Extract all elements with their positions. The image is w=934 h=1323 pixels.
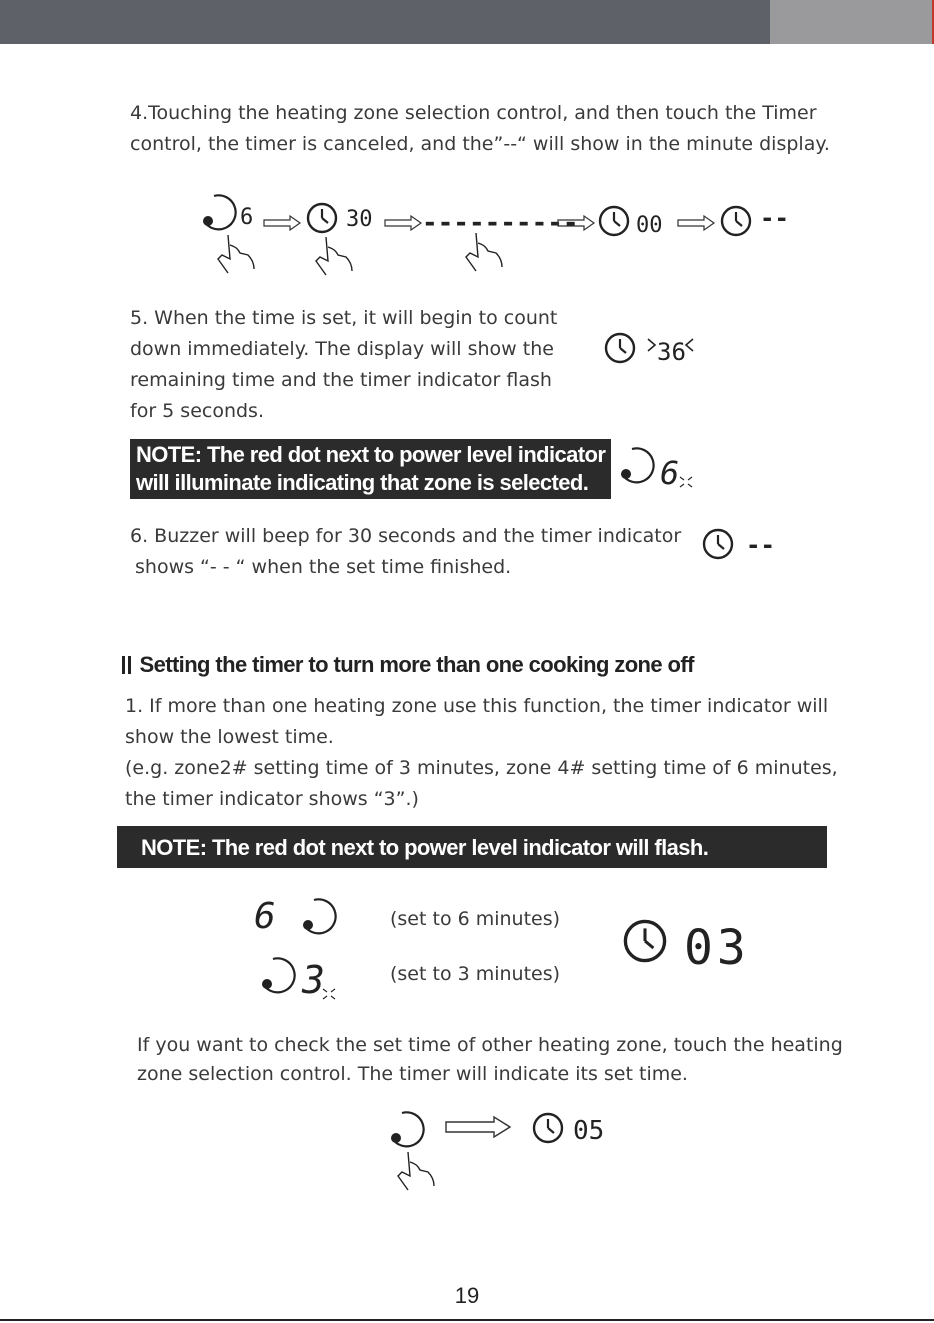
hand-pointer-icon [398, 1152, 434, 1190]
clock-icon [606, 334, 634, 362]
step6-line2: shows “- - “ when the set time finished. [135, 556, 512, 578]
zone-knob-icon [621, 448, 654, 482]
arrow-icon [264, 216, 300, 230]
step5-diagram [606, 334, 693, 366]
clock-icon [534, 1114, 562, 1142]
step4-diagram [203, 195, 789, 275]
zone-knob-icon [262, 958, 295, 992]
note2-text: NOTE: The red dot next to power level indicator will flash. [141, 835, 709, 860]
example-timer-display: 03 [684, 920, 750, 976]
clock-icon [600, 207, 628, 235]
zone-a-caption: (set to 6 minutes) [390, 908, 561, 930]
clock-icon [308, 204, 336, 232]
example-diagram [254, 896, 750, 1002]
section-line2: show the lowest time. [125, 726, 334, 748]
check-line1: If you want to check the set time of other heating zone, touch the heating [137, 1034, 843, 1056]
step6-display: -- [746, 531, 775, 559]
check-line2: zone selection control. The timer will indicate its set time. [137, 1063, 688, 1085]
arrow-icon [678, 216, 714, 230]
zone-b-caption: (set to 3 minutes) [390, 963, 561, 985]
clock-icon [704, 530, 732, 558]
arrow-icon [385, 216, 421, 230]
zone-a-level: 6 [254, 896, 276, 937]
step4-line1: 4.Touching the heating zone selection control, and then touch the Timer [130, 102, 817, 124]
zone-knob-icon [303, 899, 336, 933]
zone-knob-icon [391, 1112, 424, 1146]
step6-line1: 6. Buzzer will beep for 30 seconds and the timer indicator [130, 525, 682, 547]
hand-pointer-icon [316, 237, 352, 275]
section-line1: 1. If more than one heating zone use this function, the timer indicator will [125, 695, 829, 717]
check-diagram [391, 1112, 604, 1190]
step4-level: 6 [240, 205, 254, 230]
hand-pointer-icon [218, 235, 254, 273]
section-line3: (e.g. zone2# setting time of 3 minutes, zone 4# setting time of 6 minutes, [125, 757, 838, 779]
note1-line1: NOTE: The red dot next to power level indicator [136, 442, 606, 467]
step5-line4: for 5 seconds. [130, 400, 264, 422]
note1-line2: will illuminate indicating that zone is selected. [136, 470, 589, 495]
note1-level: 6 [660, 454, 680, 492]
big-arrow-icon [446, 1117, 510, 1137]
step4-after-cancel: 00 [636, 213, 663, 238]
zone-knob-icon [203, 195, 236, 229]
hand-pointer-icon [466, 233, 502, 271]
blink-icon [680, 477, 692, 487]
clock-icon [625, 921, 664, 960]
step5-line3: remaining time and the timer indicator flash [130, 369, 552, 391]
step4-dashes: ---------- [422, 208, 579, 238]
step5-line2: down immediately. The display will show the [130, 338, 554, 360]
note1-diagram [621, 448, 692, 492]
step5-display: 36 [657, 338, 686, 366]
step4-timer-value: 30 [346, 207, 373, 232]
check-display: 05 [573, 1116, 605, 1146]
step6-diagram [704, 530, 775, 559]
step4-result: -- [760, 204, 789, 232]
section-heading-text: Setting the timer to turn more than one cooking zone off [139, 652, 694, 677]
page-number: 19 [454, 1283, 480, 1308]
step5-line1: 5. When the time is set, it will begin to count [130, 307, 558, 329]
section-line4: the timer indicator shows “3”.) [125, 788, 419, 810]
step4-line2: control, the timer is canceled, and the”--“ will show in the minute display. [130, 133, 830, 155]
zone-b-level: 3 [302, 958, 325, 1002]
clock-icon [722, 207, 750, 235]
